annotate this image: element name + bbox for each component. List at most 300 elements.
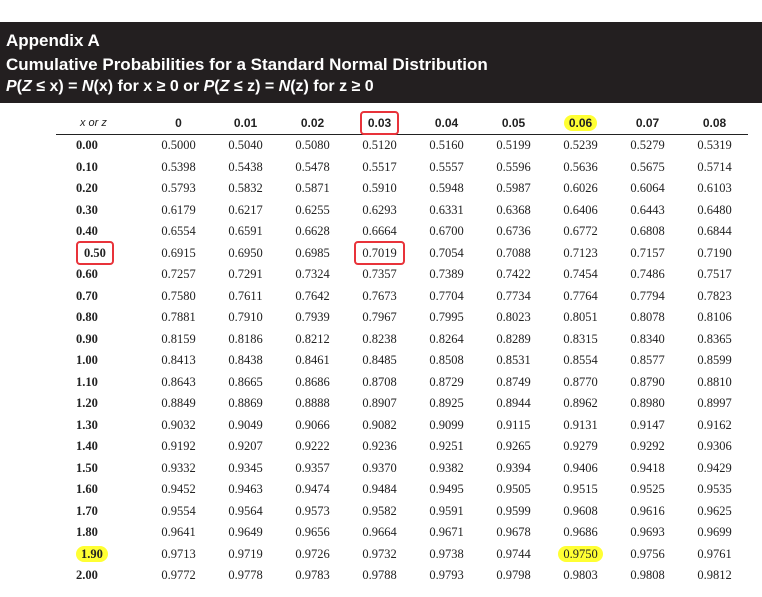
cell-value: 0.9474 xyxy=(295,482,330,497)
cell-value: 0.5793 xyxy=(161,181,196,196)
cell-value: 0.6844 xyxy=(697,224,732,239)
table-cell xyxy=(413,393,480,415)
cell-value: 0.8438 xyxy=(228,353,263,368)
table-cell xyxy=(145,243,212,265)
cell-value: 0.9798 xyxy=(496,568,531,583)
cell-value: 0.6985 xyxy=(295,245,330,260)
cell-value: 0.9616 xyxy=(630,503,665,518)
cell-value: 0.9732 xyxy=(362,546,397,561)
table-cell xyxy=(279,221,346,243)
table-row xyxy=(56,178,748,200)
row-header xyxy=(56,264,145,286)
table-cell xyxy=(346,458,413,480)
table-cell xyxy=(413,436,480,458)
table-row xyxy=(56,479,748,501)
table-cell xyxy=(547,200,614,222)
cell-value: 0.6217 xyxy=(228,202,263,217)
cell-value: 0.7054 xyxy=(429,245,464,260)
table-cell xyxy=(212,501,279,523)
cell-value: 0.9032 xyxy=(161,417,196,432)
row-header xyxy=(56,243,145,265)
cell-value: 0.5596 xyxy=(496,159,531,174)
row-header xyxy=(56,544,145,566)
appendix-label: Appendix A xyxy=(6,31,100,50)
cell-value: 0.8554 xyxy=(563,353,598,368)
row-header-label: 1.60 xyxy=(76,482,98,497)
column-header-label: 0.03 xyxy=(360,111,399,135)
table-cell xyxy=(346,329,413,351)
cell-value: 0.7704 xyxy=(429,288,464,303)
table-cell xyxy=(145,135,212,157)
table-cell xyxy=(547,264,614,286)
normal-distribution-table xyxy=(56,112,748,587)
table-cell xyxy=(279,372,346,394)
cell-value: 0.7324 xyxy=(295,267,330,282)
table-cell xyxy=(547,565,614,587)
table-cell xyxy=(681,286,748,308)
table-cell xyxy=(346,178,413,200)
cell-value: 0.5832 xyxy=(228,181,263,196)
table-cell xyxy=(480,286,547,308)
table-cell xyxy=(547,178,614,200)
table-cell xyxy=(614,393,681,415)
cell-value: 0.8925 xyxy=(429,396,464,411)
table-cell xyxy=(145,350,212,372)
cell-value: 0.5636 xyxy=(563,159,598,174)
column-header xyxy=(212,112,279,135)
cell-value: 0.5398 xyxy=(161,159,196,174)
cell-value: 0.7291 xyxy=(228,267,263,282)
cell-value: 0.7881 xyxy=(161,310,196,325)
cell-value: 0.7157 xyxy=(630,245,665,260)
column-header-label: 0.05 xyxy=(501,116,526,130)
table-cell xyxy=(547,243,614,265)
table-cell xyxy=(212,157,279,179)
table-cell xyxy=(614,522,681,544)
cell-value: 0.8413 xyxy=(161,353,196,368)
table-cell xyxy=(480,135,547,157)
column-header xyxy=(413,112,480,135)
cell-value: 0.9591 xyxy=(429,503,464,518)
cell-value: 0.7794 xyxy=(630,288,665,303)
table-cell xyxy=(279,307,346,329)
row-header xyxy=(56,415,145,437)
table-cell xyxy=(212,200,279,222)
cell-value: 0.8365 xyxy=(697,331,732,346)
table-cell xyxy=(212,264,279,286)
cell-value: 0.9357 xyxy=(295,460,330,475)
cell-value: 0.9484 xyxy=(362,482,397,497)
cell-value: 0.9505 xyxy=(496,482,531,497)
cell-value: 0.8340 xyxy=(630,331,665,346)
row-header-label: 1.40 xyxy=(76,439,98,454)
row-header-label: 1.10 xyxy=(76,374,98,389)
cell-value: 0.9515 xyxy=(563,482,598,497)
cell-value: 0.9783 xyxy=(295,568,330,583)
cell-value: 0.8577 xyxy=(630,353,665,368)
column-header xyxy=(279,112,346,135)
table-cell xyxy=(346,393,413,415)
table-cell xyxy=(145,393,212,415)
table-cell xyxy=(212,329,279,351)
table-cell xyxy=(547,393,614,415)
table-cell xyxy=(145,372,212,394)
table-cell xyxy=(212,436,279,458)
table-cell xyxy=(212,307,279,329)
row-header-label: 0.90 xyxy=(76,331,98,346)
table-cell xyxy=(681,501,748,523)
column-header xyxy=(547,112,614,135)
cell-value: 0.6255 xyxy=(295,202,330,217)
cell-value: 0.9608 xyxy=(563,503,598,518)
table-cell xyxy=(212,243,279,265)
table-cell xyxy=(413,329,480,351)
cell-value: 0.7357 xyxy=(362,267,397,282)
cell-value: 0.8159 xyxy=(161,331,196,346)
table-cell xyxy=(614,157,681,179)
table-cell xyxy=(145,307,212,329)
subtitle-part: ≤ z) = xyxy=(229,78,279,95)
table-cell xyxy=(413,264,480,286)
table-cell xyxy=(145,157,212,179)
table-subtitle xyxy=(6,78,374,96)
table-cell xyxy=(413,458,480,480)
table-cell xyxy=(279,436,346,458)
table-cell xyxy=(614,565,681,587)
cell-value: 0.7486 xyxy=(630,267,665,282)
cell-value: 0.5279 xyxy=(630,138,665,153)
cell-value: 0.8980 xyxy=(630,396,665,411)
table-cell xyxy=(614,479,681,501)
table-cell xyxy=(681,307,748,329)
row-header xyxy=(56,458,145,480)
cell-value: 0.5080 xyxy=(295,138,330,153)
table-cell xyxy=(480,458,547,480)
cell-value: 0.9207 xyxy=(228,439,263,454)
table-cell xyxy=(614,243,681,265)
cell-value: 0.9463 xyxy=(228,482,263,497)
cell-value: 0.6554 xyxy=(161,224,196,239)
cell-value: 0.9671 xyxy=(429,525,464,540)
table-row xyxy=(56,286,748,308)
table-cell xyxy=(547,135,614,157)
cell-value: 0.9719 xyxy=(228,546,263,561)
cell-value: 0.9115 xyxy=(496,417,531,432)
cell-value: 0.9222 xyxy=(295,439,330,454)
table-cell xyxy=(547,372,614,394)
cell-value: 0.6026 xyxy=(563,181,598,196)
table-cell xyxy=(614,221,681,243)
row-header xyxy=(56,436,145,458)
cell-value: 0.7019 xyxy=(354,241,404,265)
table-cell xyxy=(346,372,413,394)
table-cell xyxy=(279,522,346,544)
cell-value: 0.8051 xyxy=(563,310,598,325)
cell-value: 0.5319 xyxy=(697,138,732,153)
cell-value: 0.8869 xyxy=(228,396,263,411)
cell-value: 0.7389 xyxy=(429,267,464,282)
cell-value: 0.6368 xyxy=(496,202,531,217)
cell-value: 0.9345 xyxy=(228,460,263,475)
table-cell xyxy=(681,393,748,415)
table-cell xyxy=(614,200,681,222)
table-cell xyxy=(413,372,480,394)
table-cell xyxy=(413,479,480,501)
cell-value: 0.6293 xyxy=(362,202,397,217)
subtitle-part: ( xyxy=(16,78,22,95)
table-cell xyxy=(614,436,681,458)
cell-value: 0.8106 xyxy=(697,310,732,325)
table-cell xyxy=(547,286,614,308)
table-cell xyxy=(145,264,212,286)
cell-value: 0.9573 xyxy=(295,503,330,518)
cell-value: 0.9265 xyxy=(496,439,531,454)
table-cell xyxy=(681,415,748,437)
cell-value: 0.6736 xyxy=(496,224,531,239)
table-cell xyxy=(212,544,279,566)
column-header xyxy=(145,112,212,135)
cell-value: 0.8212 xyxy=(295,331,330,346)
cell-value: 0.6664 xyxy=(362,224,397,239)
cell-value: 0.9279 xyxy=(563,439,598,454)
cell-value: 0.9564 xyxy=(228,503,263,518)
table-cell xyxy=(212,286,279,308)
cell-value: 0.7580 xyxy=(161,288,196,303)
table-cell xyxy=(413,135,480,157)
row-header xyxy=(56,157,145,179)
cell-value: 0.8907 xyxy=(362,396,397,411)
cell-value: 0.9066 xyxy=(295,417,330,432)
table-cell xyxy=(614,544,681,566)
table-cell xyxy=(413,501,480,523)
table-cell xyxy=(480,565,547,587)
table-row xyxy=(56,329,748,351)
cell-value: 0.8485 xyxy=(362,353,397,368)
table-cell xyxy=(480,329,547,351)
cell-value: 0.9726 xyxy=(295,546,330,561)
table-row xyxy=(56,501,748,523)
table-cell xyxy=(681,479,748,501)
table-row xyxy=(56,243,748,265)
cell-value: 0.9332 xyxy=(161,460,196,475)
table-cell xyxy=(480,264,547,286)
table-cell xyxy=(212,565,279,587)
cell-value: 0.6950 xyxy=(228,245,263,260)
cell-value: 0.6808 xyxy=(630,224,665,239)
cell-value: 0.8810 xyxy=(697,374,732,389)
cell-value: 0.8997 xyxy=(697,396,732,411)
cell-value: 0.9370 xyxy=(362,460,397,475)
row-header-label: 1.30 xyxy=(76,417,98,432)
row-header xyxy=(56,565,145,587)
column-header-label: 0.02 xyxy=(300,116,325,130)
cell-value: 0.9306 xyxy=(697,439,732,454)
table-cell xyxy=(480,221,547,243)
cell-value: 0.5987 xyxy=(496,181,531,196)
table-row xyxy=(56,415,748,437)
table-header-row xyxy=(56,112,748,135)
cell-value: 0.8749 xyxy=(496,374,531,389)
cell-value: 0.7995 xyxy=(429,310,464,325)
row-header-label: 1.20 xyxy=(76,396,98,411)
cell-value: 0.5120 xyxy=(362,138,397,153)
table-cell xyxy=(346,264,413,286)
cell-value: 0.8078 xyxy=(630,310,665,325)
table-cell xyxy=(346,565,413,587)
table-cell xyxy=(681,157,748,179)
table-row xyxy=(56,350,748,372)
table-cell xyxy=(145,522,212,544)
cell-value: 0.8944 xyxy=(496,396,531,411)
table-cell xyxy=(279,415,346,437)
table-cell xyxy=(413,565,480,587)
cell-value: 0.9099 xyxy=(429,417,464,432)
row-header-label: 0.10 xyxy=(76,159,98,174)
cell-value: 0.7454 xyxy=(563,267,598,282)
row-header xyxy=(56,307,145,329)
cell-value: 0.9699 xyxy=(697,525,732,540)
table-cell xyxy=(480,157,547,179)
subtitle-part: ≤ x) = xyxy=(31,78,82,95)
row-header xyxy=(56,372,145,394)
row-header xyxy=(56,350,145,372)
table-cell xyxy=(614,458,681,480)
cell-value: 0.9382 xyxy=(429,460,464,475)
table-cell xyxy=(279,350,346,372)
row-header-label: 0.70 xyxy=(76,288,98,303)
table-cell xyxy=(346,157,413,179)
corner-label: x or z xyxy=(56,112,145,135)
table-cell xyxy=(681,436,748,458)
cell-value: 0.9582 xyxy=(362,503,397,518)
table-cell xyxy=(346,135,413,157)
table-cell xyxy=(681,200,748,222)
table-cell xyxy=(547,221,614,243)
cell-value: 0.6103 xyxy=(697,181,732,196)
table-cell xyxy=(413,178,480,200)
cell-value: 0.8729 xyxy=(429,374,464,389)
column-header-label: 0.06 xyxy=(564,115,597,131)
table-cell xyxy=(145,458,212,480)
row-header xyxy=(56,221,145,243)
table-row xyxy=(56,157,748,179)
table-cell xyxy=(681,264,748,286)
cell-value: 0.9535 xyxy=(697,482,732,497)
row-header-label: 1.00 xyxy=(76,353,98,368)
table-cell xyxy=(547,479,614,501)
cell-value: 0.8686 xyxy=(295,374,330,389)
table-row xyxy=(56,200,748,222)
cell-value: 0.5948 xyxy=(429,181,464,196)
table-cell xyxy=(547,307,614,329)
cell-value: 0.7910 xyxy=(228,310,263,325)
table-cell xyxy=(614,307,681,329)
table-cell xyxy=(346,200,413,222)
cell-value: 0.8599 xyxy=(697,353,732,368)
cell-value: 0.7734 xyxy=(496,288,531,303)
cell-value: 0.9738 xyxy=(429,546,464,561)
table-cell xyxy=(346,436,413,458)
table-cell xyxy=(413,243,480,265)
table-cell xyxy=(346,415,413,437)
row-header xyxy=(56,522,145,544)
cell-value: 0.5000 xyxy=(161,138,196,153)
table-row xyxy=(56,522,748,544)
cell-value: 0.9803 xyxy=(563,568,598,583)
cell-value: 0.9251 xyxy=(429,439,464,454)
table-cell xyxy=(614,264,681,286)
cell-value: 0.5714 xyxy=(697,159,732,174)
cell-value: 0.5239 xyxy=(563,138,598,153)
cell-value: 0.9812 xyxy=(697,568,732,583)
table-cell xyxy=(279,501,346,523)
cell-value: 0.9554 xyxy=(161,503,196,518)
table-cell xyxy=(614,329,681,351)
table-cell xyxy=(145,178,212,200)
subtitle-part: (z) for z ≥ 0 xyxy=(290,78,374,95)
cell-value: 0.9394 xyxy=(496,460,531,475)
cell-value: 0.9744 xyxy=(496,546,531,561)
table-cell xyxy=(681,372,748,394)
table-row xyxy=(56,307,748,329)
cell-value: 0.7642 xyxy=(295,288,330,303)
table-cell xyxy=(145,479,212,501)
row-header-label: 0.30 xyxy=(76,202,98,217)
table-cell xyxy=(413,157,480,179)
row-header-label: 1.70 xyxy=(76,503,98,518)
cell-value: 0.8665 xyxy=(228,374,263,389)
table-cell xyxy=(279,329,346,351)
cell-value: 0.7673 xyxy=(362,288,397,303)
cell-value: 0.9793 xyxy=(429,568,464,583)
cell-value: 0.7123 xyxy=(563,245,598,260)
table-cell xyxy=(279,157,346,179)
table-cell xyxy=(547,458,614,480)
table-cell xyxy=(279,264,346,286)
cell-value: 0.9599 xyxy=(496,503,531,518)
cell-value: 0.9772 xyxy=(161,568,196,583)
cell-value: 0.8962 xyxy=(563,396,598,411)
cell-value: 0.9162 xyxy=(697,417,732,432)
table-cell xyxy=(346,243,413,265)
table-cell xyxy=(413,286,480,308)
cell-value: 0.5675 xyxy=(630,159,665,174)
table-cell xyxy=(614,135,681,157)
table-row xyxy=(56,372,748,394)
table-cell xyxy=(145,436,212,458)
cell-value: 0.6628 xyxy=(295,224,330,239)
cell-value: 0.9788 xyxy=(362,568,397,583)
table-row xyxy=(56,264,748,286)
cell-value: 0.6772 xyxy=(563,224,598,239)
table-cell xyxy=(480,436,547,458)
table-cell xyxy=(145,501,212,523)
subtitle-part: P xyxy=(6,78,17,95)
table-cell xyxy=(480,350,547,372)
cell-value: 0.9418 xyxy=(630,460,665,475)
table-cell xyxy=(279,393,346,415)
cell-value: 0.9778 xyxy=(228,568,263,583)
cell-value: 0.8186 xyxy=(228,331,263,346)
cell-value: 0.5557 xyxy=(429,159,464,174)
table-cell xyxy=(413,522,480,544)
table-cell xyxy=(480,200,547,222)
table-cell xyxy=(681,350,748,372)
cell-value: 0.8643 xyxy=(161,374,196,389)
cell-value: 0.7764 xyxy=(563,288,598,303)
cell-value: 0.8023 xyxy=(496,310,531,325)
table-cell xyxy=(413,200,480,222)
